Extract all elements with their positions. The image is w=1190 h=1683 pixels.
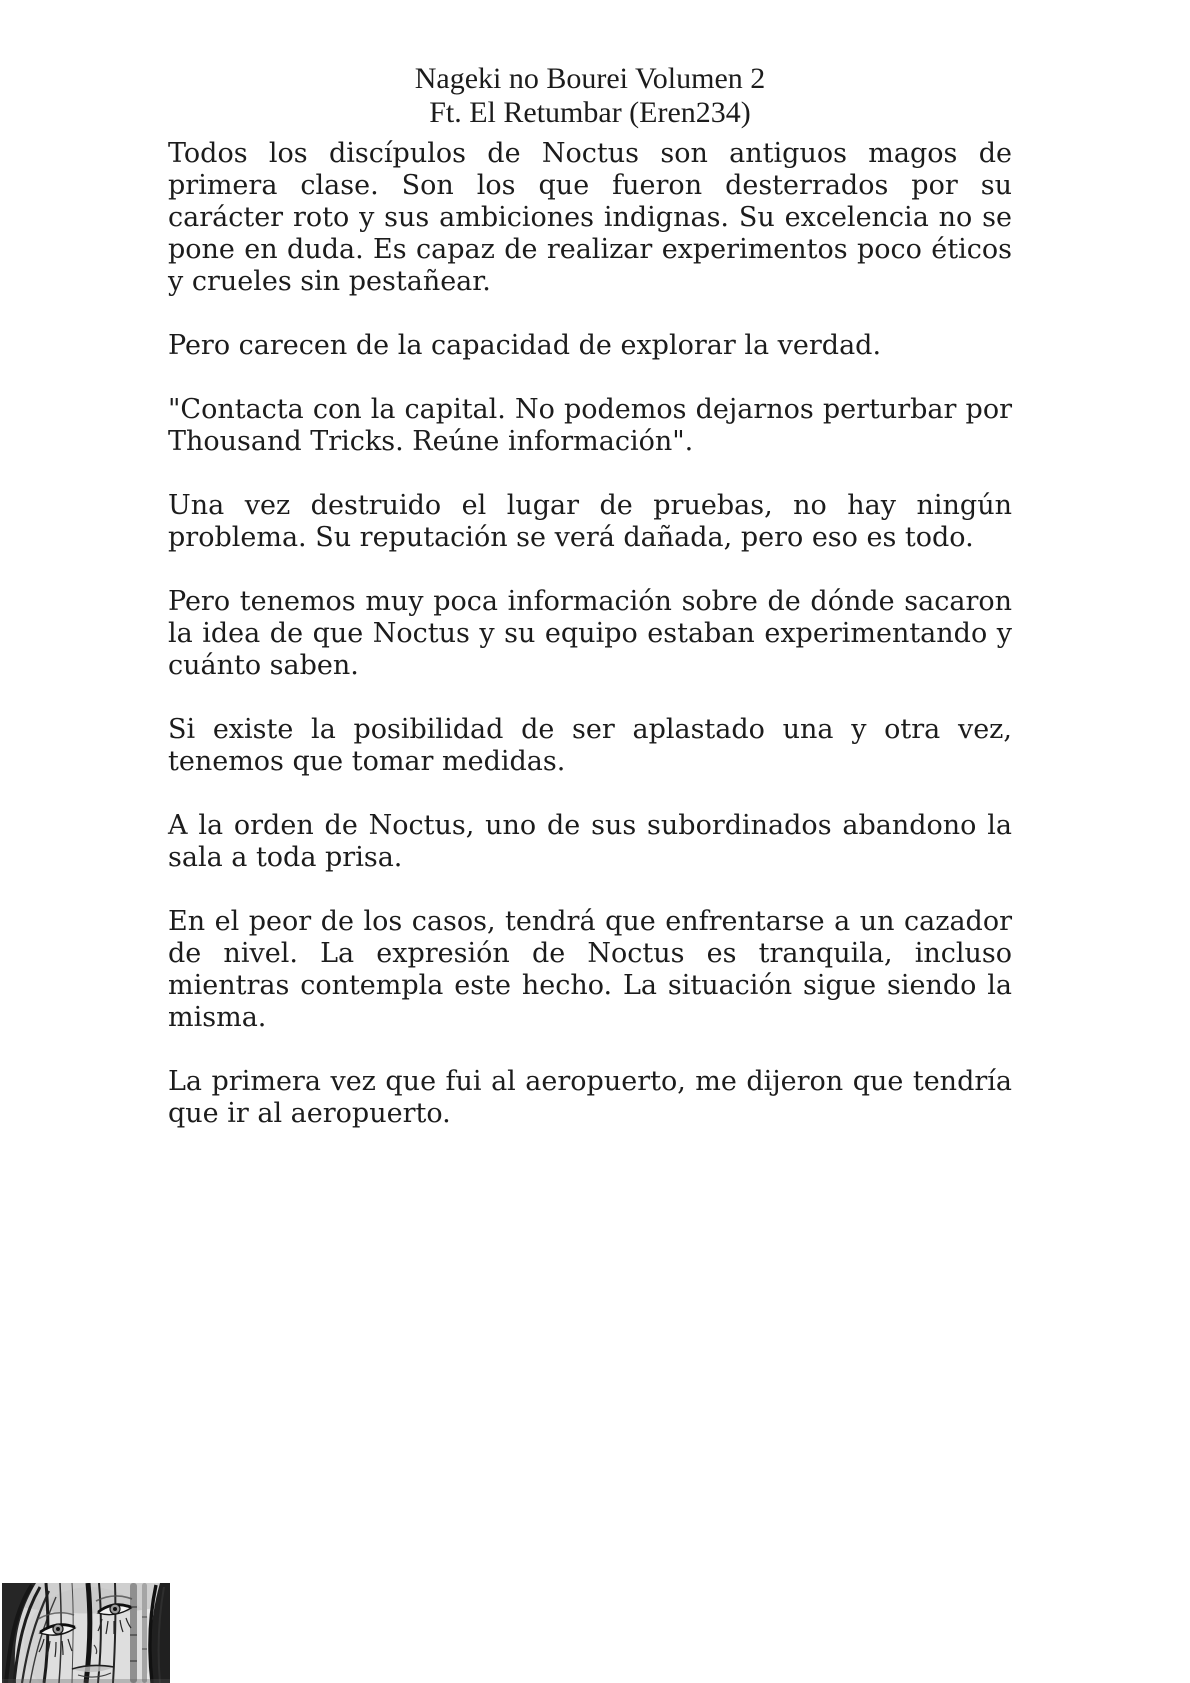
paragraph: Todos los discípulos de Noctus son antiguos magos de primera clase. Son los que fueron desterrados por su carácter roto y sus ambiciones indignas. Su excelencia no se pone en duda. Es capaz de realizar experimentos poco éticos y crueles sin pestañear.: [168, 138, 1012, 297]
paragraph: Pero carecen de la capacidad de explorar la verdad.: [168, 330, 882, 361]
paragraph: A la orden de Noctus, uno de sus subordinados abandono la sala a toda prisa.: [168, 810, 1012, 873]
paragraph: Una vez destruido el lugar de pruebas, no hay ningún problema. Su reputación se verá dañada, pero eso es todo.: [168, 490, 1012, 553]
title-line-1: Nageki no Bourei Volumen 2: [414, 62, 766, 95]
paragraph: En el peor de los casos, tendrá que enfrentarse a un cazador de nivel. La expresión de Noctus es tranquila, incluso mientras contempla este hecho. La situación sigue siendo la misma.: [168, 906, 1012, 1033]
body-text: [168, 138, 1012, 1162]
paragraph: Pero tenemos muy poca información sobre de dónde sacaron la idea de que Noctus y su equipo estaban experimentando y cuánto saben.: [168, 586, 1012, 681]
paragraph: La primera vez que fui al aeropuerto, me dijeron que tendría que ir al aeropuerto.: [168, 1066, 1012, 1129]
page-title: [168, 62, 1012, 130]
manga-face-image: [2, 1583, 170, 1683]
title-line-2: Ft. El Retumbar (Eren234): [429, 96, 751, 129]
paragraph: Si existe la posibilidad de ser aplastado una y otra vez, tenemos que tomar medidas.: [168, 714, 1012, 777]
manga-face-illustration: [2, 1583, 170, 1683]
paragraph: "Contacta con la capital. No podemos dejarnos perturbar por Thousand Tricks. Reúne información".: [168, 394, 1012, 457]
